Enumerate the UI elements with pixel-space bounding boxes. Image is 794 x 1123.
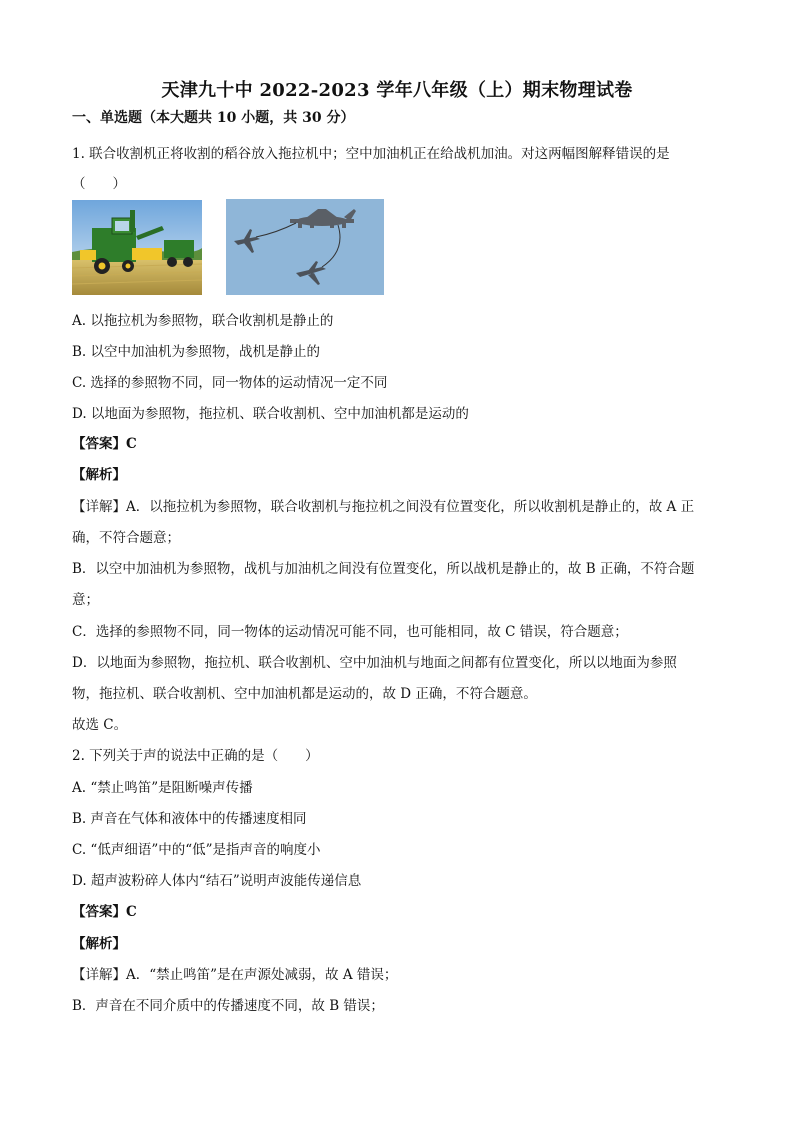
q1-detail-line: 确，不符合题意； — [72, 530, 180, 546]
q1-detail-line: 意； — [72, 592, 99, 608]
q1-detail-line: 【详解】A．以拖拉机为参照物，联合收割机与拖拉机之间没有位置变化，所以收割机是静止的，故 A 正 — [72, 499, 695, 515]
q1-answer: 【答案】C — [72, 436, 137, 452]
q1-option-c: C. 选择的参照物不同，同一物体的运动情况一定不同 — [72, 375, 388, 391]
q2-option-a: A. “禁止鸣笛”是阻断噪声传播 — [72, 780, 253, 796]
harvester-image — [72, 200, 202, 295]
q2-detail-line: B．声音在不同介质中的传播速度不同，故 B 错误； — [72, 998, 384, 1014]
q1-option-a: A. 以拖拉机为参照物，联合收割机是静止的 — [72, 313, 334, 329]
q2-option-b: B. 声音在气体和液体中的传播速度相同 — [72, 811, 307, 827]
q1-detail-line: D．以地面为参照物，拖拉机、联合收割机、空中加油机与地面之间都有位置变化，所以以地面为参照 — [72, 655, 677, 671]
q2-stem: 2. 下列关于声的说法中正确的是（ ） — [72, 748, 319, 764]
section-heading: 一、单选题（本大题共 10 小题，共 30 分） — [72, 110, 355, 126]
q2-answer: 【答案】C — [72, 904, 137, 920]
page-title: 天津九十中 2022-2023 学年八年级（上）期末物理试卷 — [161, 80, 633, 101]
q1-detail-line: C．选择的参照物不同，同一物体的运动情况可能不同，也可能相同，故 C 错误，符合题意； — [72, 624, 628, 640]
q2-detail-line: 【详解】A．“禁止鸣笛”是在声源处减弱，故 A 错误； — [72, 967, 398, 983]
q1-option-d: D. 以地面为参照物，拖拉机、联合收割机、空中加油机都是运动的 — [72, 406, 469, 422]
q1-stem-line1: 1. 联合收割机正将收割的稻谷放入拖拉机中；空中加油机正在给战机加油。对这两幅图解释错误的是 — [72, 146, 670, 162]
q1-detail-line: 物，拖拉机、联合收割机、空中加油机都是运动的，故 D 正确，不符合题意。 — [72, 686, 537, 702]
q1-analysis-label: 【解析】 — [72, 467, 126, 483]
q2-option-c: C. “低声细语”中的“低”是指声音的响度小 — [72, 842, 321, 858]
q1-option-b: B. 以空中加油机为参照物，战机是静止的 — [72, 344, 321, 360]
q1-conclusion: 故选 C。 — [72, 717, 128, 733]
q2-analysis-label: 【解析】 — [72, 936, 126, 952]
q1-stem-line2: （ ） — [72, 176, 126, 192]
aerial-refueling-image — [226, 199, 384, 295]
q1-detail-line: B．以空中加油机为参照物，战机与加油机之间没有位置变化，所以战机是静止的，故 B 正确，不符合题 — [72, 561, 695, 577]
q2-option-d: D. 超声波粉碎人体内“结石”说明声波能传递信息 — [72, 873, 362, 889]
